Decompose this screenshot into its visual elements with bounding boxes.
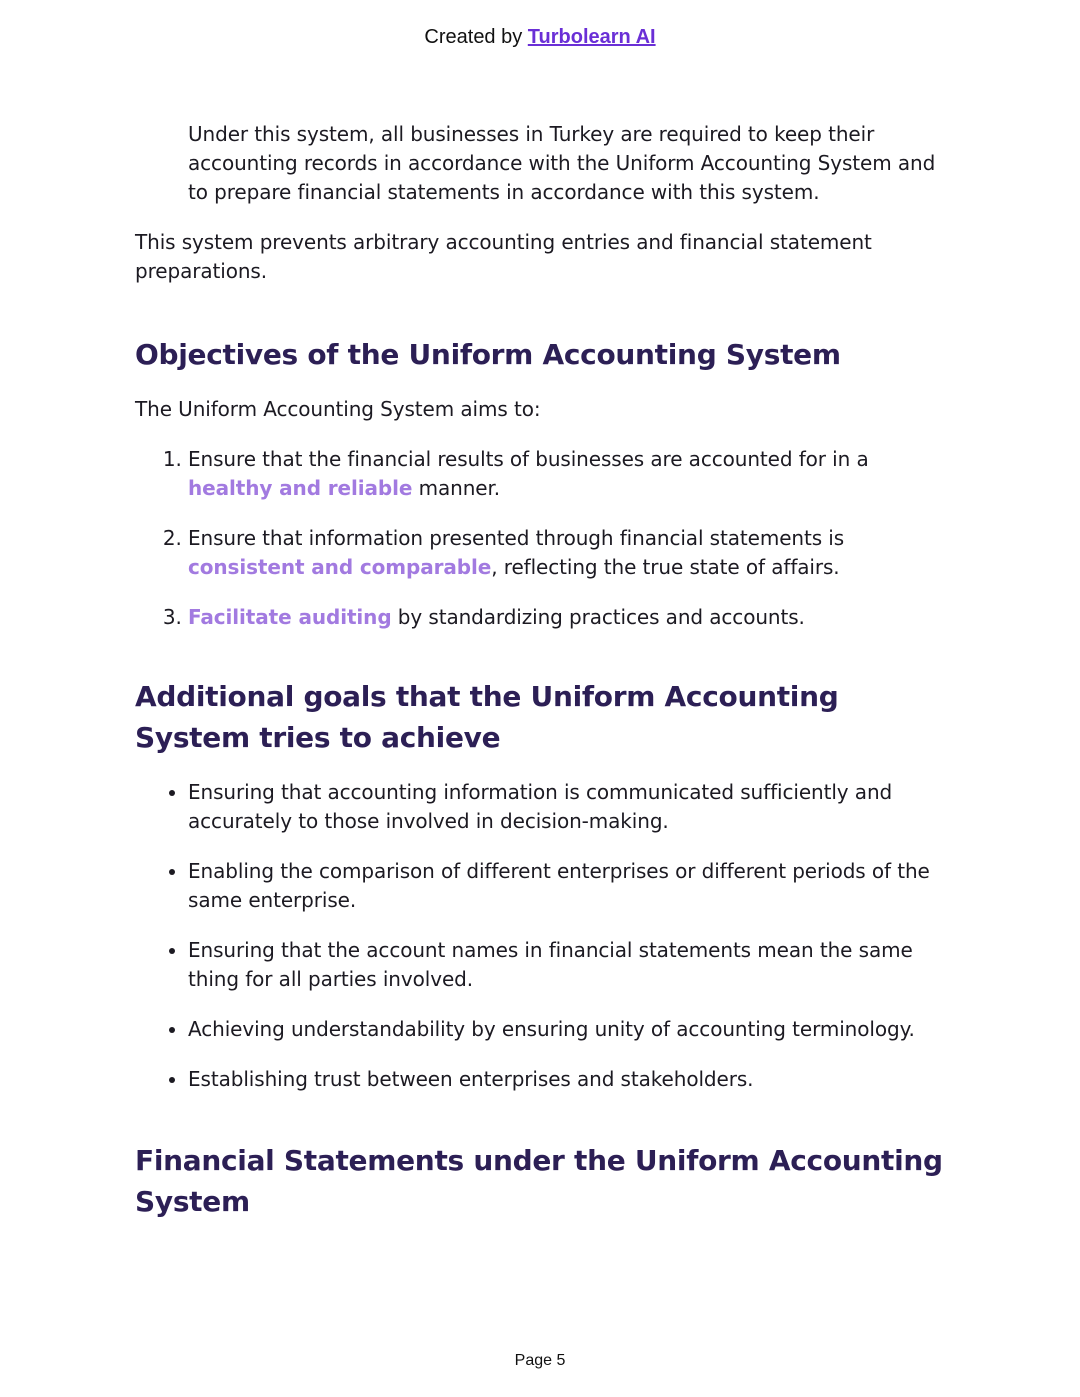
objective-item: 1. Ensure that the financial results of businesses are accounted for in a healthy and reliable manner. xyxy=(188,445,945,503)
additional-goal-item: • Enabling the comparison of different enterprises or different periods of the same enterprise. xyxy=(188,857,945,915)
objective-highlight: healthy and reliable xyxy=(188,476,413,500)
turbolearn-link[interactable]: Turbolearn AI xyxy=(527,26,656,48)
objective-highlight: Facilitate auditing xyxy=(188,605,392,629)
objective-item: 2. Ensure that information presented through financial statements is consistent and comparable, reflecting the true state of affairs. xyxy=(188,524,945,582)
additional-goals-list xyxy=(135,778,945,1094)
intro-indented-paragraph: Under this system, all businesses in Turkey are required to keep their accounting records in accordance with the Uniform Accounting System and to prepare financial statements in accordance with this system. xyxy=(188,122,936,204)
document-body xyxy=(135,120,945,1222)
additional-goal-item: • Establishing trust between enterprises and stakeholders. xyxy=(188,1065,945,1094)
objective-highlight: consistent and comparable xyxy=(188,555,492,579)
objectives-list xyxy=(135,445,945,632)
additional-goals-heading: Additional goals that the Uniform Accounting System tries to achieve xyxy=(135,680,839,754)
financial-statements-heading: Financial Statements under the Uniform Accounting System xyxy=(135,1144,943,1218)
intro-paragraph: This system prevents arbitrary accounting entries and financial statement preparations. xyxy=(135,230,872,283)
additional-goal-item: • Achieving understandability by ensuring unity of accounting terminology. xyxy=(188,1015,945,1044)
additional-goal-item: • Ensuring that the account names in financial statements mean the same thing for all parties involved. xyxy=(188,936,945,994)
objective-item: 3. Facilitate auditing by standardizing practices and accounts. xyxy=(188,603,945,632)
objectives-lead: The Uniform Accounting System aims to: xyxy=(135,397,541,421)
additional-goal-item: • Ensuring that accounting information is communicated sufficiently and accurately to those involved in decision-making. xyxy=(188,778,945,836)
objectives-heading: Objectives of the Uniform Accounting System xyxy=(135,338,841,371)
page-number: Page 5 xyxy=(514,1352,566,1369)
header-prefix: Created by xyxy=(424,26,528,48)
page-header xyxy=(0,26,1080,49)
